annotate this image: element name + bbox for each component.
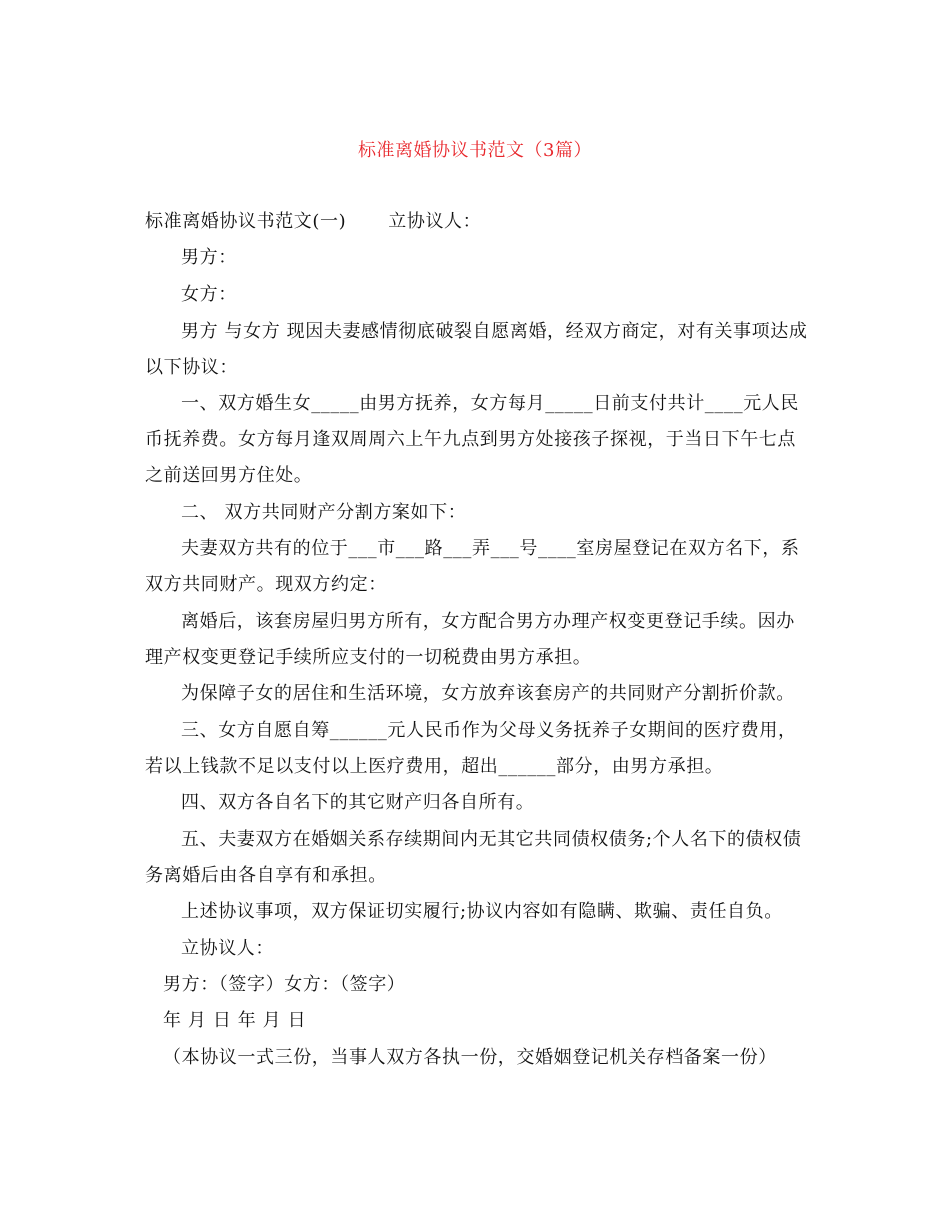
document-heading [145,210,481,234]
paragraph-property-line-2: 双方共同财产。现双方约定： [145,574,387,595]
paragraph-intro-line-1: 男方 与女方 现因夫妻感情彻底破裂自愿离婚，经双方商定，对有关事项达成 [181,321,808,342]
paragraph-property-line-1: 夫妻双方共有的位于___市___路___弄___号____室房屋登记在双方名下，系 [181,538,800,559]
paragraph-child-line-1: 一、双方婚生女_____由男方抚养，女方每月_____日前支付共计____元人民 [181,393,799,414]
paragraph-guarantee: 上述协议事项，双方保证切实履行;协议内容如有隐瞒、欺骗、责任自负。 [181,901,783,922]
signatory-heading: 立协议人： [181,938,274,959]
paragraph-other-property: 四、双方各自名下的其它财产归各自所有。 [181,792,535,813]
paragraph-medical-line-2: 若以上钱款不足以支付以上医疗费用，超出______部分，由男方承担。 [145,756,724,777]
paragraph-debts-line-1: 五、夫妻双方在婚姻关系存续期间内无其它共同债权债务;个人名下的债权债 [181,829,802,850]
heading-left: 标准离婚协议书范文(一) [145,211,347,232]
heading-right: 立协议人： [388,211,482,232]
paragraph-child-line-2: 币抚养费。女方每月逢双周周六上午九点到男方处接孩子探视，于当日下午七点 [145,429,796,450]
paragraph-child-line-3: 之前送回男方住处。 [145,465,313,486]
paragraph-house-line-2: 理产权变更登记手续所应支付的一切税费由男方承担。 [145,647,592,668]
section-two-heading: 二、 双方共同财产分割方案如下： [181,502,467,523]
date-line: 年 月 日 年 月 日 [163,1010,307,1031]
copies-note: （本协议一式三份，当事人双方各执一份，交婚姻登记机关存档备案一份） [163,1047,777,1068]
signature-line: 男方：（签字）女方：（签字） [163,974,406,995]
paragraph-intro-line-2: 以下协议： [145,357,238,378]
line-female-party: 女方： [181,284,237,305]
line-male-party: 男方： [181,247,237,268]
paragraph-house-line-1: 离婚后，该套房屋归男方所有，女方配合男方办理产权变更登记手续。因办 [181,611,795,632]
document-title: 标准离婚协议书范文（3篇） [358,140,592,161]
paragraph-children-environment: 为保障子女的居住和生活环境，女方放弃该套房产的共同财产分割折价款。 [181,683,795,704]
paragraph-medical-line-1: 三、女方自愿自筹______元人民币作为父母义务抚养子女期间的医疗费用， [181,720,797,741]
paragraph-debts-line-2: 务离婚后由各自享有和承担。 [145,865,387,886]
